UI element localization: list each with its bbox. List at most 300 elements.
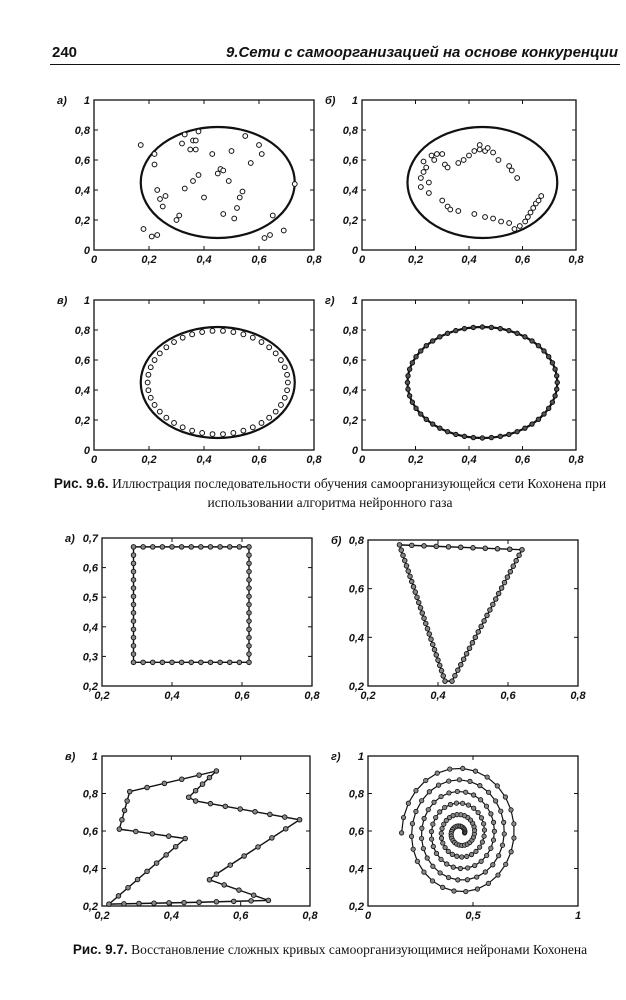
- neuron-point: [134, 829, 139, 834]
- neuron-point: [480, 840, 484, 844]
- x-tick-label: 0,6: [234, 690, 250, 702]
- neuron-point: [483, 870, 487, 874]
- neuron-point: [503, 795, 507, 799]
- chart-fig97a: [52, 532, 322, 710]
- neuron-point: [479, 816, 483, 820]
- neuron-point: [170, 545, 175, 550]
- neuron-point: [227, 545, 232, 550]
- neuron-point: [507, 221, 512, 226]
- y-tick-label: 0,2: [82, 901, 98, 913]
- neuron-point: [183, 836, 188, 841]
- neuron-point: [461, 766, 465, 770]
- neuron-point: [131, 545, 136, 550]
- neuron-point: [409, 543, 414, 548]
- chart-fig96b: [322, 92, 592, 267]
- neuron-point: [268, 812, 273, 817]
- neuron-point: [131, 561, 136, 566]
- neuron-point: [131, 627, 136, 632]
- neuron-point: [182, 132, 187, 137]
- neuron-point: [539, 194, 544, 199]
- neuron-point: [439, 831, 443, 835]
- neuron-point: [530, 422, 534, 426]
- neuron-point: [247, 561, 252, 566]
- neuron-point: [152, 403, 157, 408]
- neuron-point: [456, 878, 460, 882]
- neuron-point: [483, 546, 488, 551]
- neuron-point: [193, 147, 198, 152]
- neuron-point: [249, 899, 254, 904]
- neuron-point: [466, 803, 470, 807]
- neuron-point: [210, 432, 215, 437]
- neuron-point: [422, 816, 426, 820]
- neuron-point: [484, 853, 488, 857]
- neuron-point: [464, 651, 469, 656]
- neuron-point: [489, 435, 493, 439]
- neuron-point: [472, 149, 477, 154]
- neuron-point: [495, 546, 500, 551]
- neuron-point: [520, 547, 525, 552]
- neuron-point: [406, 387, 410, 391]
- neuron-point: [237, 888, 242, 893]
- neuron-point: [160, 660, 165, 665]
- neuron-point: [509, 850, 513, 854]
- neuron-point: [502, 832, 506, 836]
- neuron-point: [202, 195, 207, 200]
- neuron-point: [214, 899, 219, 904]
- neuron-point: [148, 395, 153, 400]
- neuron-point: [421, 159, 426, 164]
- neuron-point: [180, 141, 185, 146]
- neuron-point: [131, 578, 136, 583]
- reference-ellipse: [141, 327, 295, 438]
- neuron-point: [408, 574, 413, 579]
- neuron-point: [200, 431, 205, 436]
- neuron-point: [174, 218, 179, 223]
- x-tick-label: 0,2: [407, 254, 424, 266]
- neuron-point: [530, 339, 534, 343]
- neuron-point: [179, 777, 184, 782]
- neuron-point: [189, 545, 194, 550]
- neuron-point: [436, 658, 441, 663]
- y-tick-label: 0,2: [74, 415, 90, 427]
- neuron-point: [270, 213, 275, 218]
- neuron-point: [207, 775, 212, 780]
- neuron-point: [131, 602, 136, 607]
- neuron-point: [550, 361, 554, 365]
- x-tick-label: 0,4: [196, 454, 212, 466]
- neuron-point: [141, 660, 146, 665]
- y-tick-label: 0,2: [82, 681, 98, 693]
- neuron-point: [160, 204, 165, 209]
- y-tick-label: 0,4: [74, 385, 90, 397]
- neuron-point: [228, 863, 233, 868]
- neuron-point: [231, 330, 236, 335]
- neuron-point: [407, 394, 411, 398]
- x-tick-label: 0,4: [163, 910, 179, 922]
- neuron-point: [454, 801, 458, 805]
- neuron-point: [411, 584, 416, 589]
- neuron-point: [424, 778, 428, 782]
- neuron-point: [215, 171, 220, 176]
- neuron-point: [419, 836, 423, 840]
- neuron-point: [509, 808, 513, 812]
- neuron-point: [523, 426, 527, 430]
- y-tick-label: 0,4: [342, 385, 358, 397]
- neuron-point: [499, 219, 504, 224]
- neuron-point: [401, 553, 406, 558]
- neuron-point: [523, 219, 528, 224]
- figure-9-7-label: Рис. 9.7.: [72, 942, 128, 957]
- neuron-point: [446, 875, 450, 879]
- reference-ellipse: [141, 127, 295, 238]
- neuron-point: [493, 597, 498, 602]
- neuron-point: [226, 179, 231, 184]
- y-tick-label: 0: [351, 245, 358, 257]
- neuron-point: [434, 851, 438, 855]
- neuron-point: [122, 808, 127, 813]
- neuron-point: [507, 547, 512, 552]
- neuron-point: [439, 794, 443, 798]
- neuron-point: [170, 660, 175, 665]
- neuron-point: [180, 335, 185, 340]
- neuron-point: [397, 543, 402, 548]
- y-tick-label: 0,2: [342, 215, 358, 227]
- neuron-point: [464, 889, 468, 893]
- neuron-point: [285, 380, 290, 385]
- x-tick-label: 0: [358, 454, 366, 466]
- neuron-point: [247, 586, 252, 591]
- neuron-point: [429, 837, 433, 841]
- neuron-point: [512, 836, 516, 840]
- neuron-point: [555, 387, 559, 391]
- neuron-point: [437, 810, 441, 814]
- neuron-point: [152, 162, 157, 167]
- x-tick-label: 0,2: [141, 454, 157, 466]
- neuron-point: [247, 652, 252, 657]
- neuron-point: [480, 325, 484, 329]
- neuron-point: [442, 822, 446, 826]
- neuron-point: [266, 898, 271, 903]
- y-tick-label: 0,4: [348, 632, 364, 645]
- neuron-point: [485, 613, 490, 618]
- x-tick-label: 0: [90, 454, 98, 466]
- neuron-point: [491, 602, 496, 607]
- neuron-point: [436, 783, 440, 787]
- y-tick-label: 0,8: [348, 788, 364, 801]
- neuron-point: [489, 325, 493, 329]
- neuron-point: [458, 545, 463, 550]
- neuron-point: [158, 197, 163, 202]
- neuron-point: [482, 834, 486, 838]
- x-tick-label: 0,2: [94, 910, 110, 922]
- x-tick-label: 0: [364, 910, 372, 922]
- neuron-point: [210, 328, 215, 333]
- neuron-point: [491, 863, 495, 867]
- neuron-point: [237, 545, 242, 550]
- neuron-point: [401, 815, 405, 819]
- neuron-point: [493, 799, 497, 803]
- neuron-point: [250, 425, 255, 430]
- page-number: 240: [52, 44, 78, 61]
- x-tick-label: 0,4: [164, 690, 180, 702]
- neuron-point: [214, 769, 219, 774]
- chart-fig96g: [322, 292, 592, 467]
- neuron-point: [553, 394, 557, 398]
- neuron-point: [247, 644, 252, 649]
- neuron-point: [458, 866, 462, 870]
- neuron-point: [515, 176, 520, 181]
- neuron-point: [480, 436, 484, 440]
- neuron-point: [418, 605, 423, 610]
- neuron-point: [163, 194, 168, 199]
- neuron-point: [508, 569, 513, 574]
- neuron-point: [550, 400, 554, 404]
- neuron-point: [173, 844, 178, 849]
- neuron-point: [424, 165, 429, 170]
- neuron-point: [492, 829, 496, 833]
- neuron-point: [478, 783, 482, 787]
- neuron-point: [126, 885, 131, 890]
- neuron-point: [221, 328, 226, 333]
- neuron-point: [131, 635, 136, 640]
- neuron-point: [208, 545, 213, 550]
- y-tick-label: 0,6: [74, 355, 90, 367]
- neuron-point: [437, 663, 442, 668]
- y-tick-label: 0,6: [342, 155, 358, 167]
- panel-label: б): [325, 95, 336, 107]
- neuron-point: [439, 668, 444, 673]
- neuron-point: [117, 827, 122, 832]
- neuron-point: [507, 432, 511, 436]
- y-tick-label: 0,6: [348, 826, 364, 838]
- neuron-point: [542, 349, 546, 353]
- y-tick-label: 1: [357, 751, 364, 763]
- neuron-point: [148, 365, 153, 370]
- neuron-point: [445, 165, 450, 170]
- neuron-point: [420, 611, 425, 616]
- chart-fig96v: [52, 292, 322, 467]
- neuron-point: [268, 233, 273, 238]
- neuron-point: [474, 849, 478, 853]
- neuron-point: [131, 569, 136, 574]
- neuron-point: [515, 429, 519, 433]
- neuron-point: [172, 340, 177, 345]
- x-tick-label: 0,6: [251, 254, 267, 266]
- neuron-point: [259, 340, 264, 345]
- neuron-point: [431, 864, 435, 868]
- neuron-point: [450, 852, 454, 856]
- neuron-point: [273, 351, 278, 356]
- neuron-point: [496, 853, 500, 857]
- neuron-point: [465, 878, 469, 882]
- figure-9-6-text: Иллюстрация последовательности обучения самоорганизующейся сети Кохонена при использовании алгоритма нейронного газа: [112, 476, 607, 510]
- neuron-point: [200, 782, 205, 787]
- neuron-point: [432, 158, 437, 163]
- neuron-point: [419, 412, 423, 416]
- neuron-point: [448, 207, 453, 212]
- neuron-point: [421, 170, 426, 175]
- neuron-point: [472, 212, 477, 217]
- neuron-point: [472, 806, 476, 810]
- neuron-point: [182, 900, 187, 905]
- y-tick-label: 0,4: [342, 185, 358, 197]
- neuron-point: [515, 331, 519, 335]
- neuron-point: [273, 409, 278, 414]
- y-tick-label: 0,4: [348, 863, 364, 876]
- neuron-point: [160, 545, 165, 550]
- neuron-point: [414, 355, 418, 359]
- neuron-point: [555, 380, 559, 384]
- neuron-point: [256, 845, 261, 850]
- neuron-point: [141, 545, 146, 550]
- y-tick-label: 0,3: [82, 651, 98, 664]
- neuron-point: [491, 838, 495, 842]
- neuron-point: [427, 790, 431, 794]
- neuron-point: [157, 351, 162, 356]
- neuron-point: [150, 660, 155, 665]
- neuron-point: [438, 335, 442, 339]
- y-tick-label: 1: [351, 295, 358, 307]
- neuron-point: [479, 624, 484, 629]
- y-tick-label: 0,7: [82, 533, 98, 545]
- neuron-point: [247, 578, 252, 583]
- panel-label: г): [331, 751, 341, 763]
- neuron-point: [221, 168, 226, 173]
- neuron-point: [281, 228, 286, 233]
- neuron-point: [240, 189, 245, 194]
- neuron-point: [460, 801, 464, 805]
- neuron-point: [131, 660, 136, 665]
- neuron-point: [433, 815, 437, 819]
- neuron-point: [231, 899, 236, 904]
- neuron-point: [465, 866, 469, 870]
- neuron-point: [434, 544, 439, 549]
- neuron-point: [454, 328, 458, 332]
- neuron-point: [496, 591, 501, 596]
- neuron-point: [471, 793, 475, 797]
- neuron-point: [150, 545, 155, 550]
- x-tick-label: 0,5: [465, 910, 481, 922]
- neuron-point: [285, 372, 290, 377]
- y-tick-label: 0,2: [74, 215, 90, 227]
- neuron-point: [438, 871, 442, 875]
- target-curve: [134, 547, 250, 662]
- x-tick-label: 0,6: [233, 910, 249, 922]
- y-tick-label: 0,8: [74, 125, 90, 137]
- neuron-point: [164, 345, 169, 350]
- neuron-point: [199, 545, 204, 550]
- neuron-point: [409, 834, 413, 838]
- neuron-point: [432, 647, 437, 652]
- neuron-point: [482, 619, 487, 624]
- neuron-point: [197, 773, 202, 778]
- neuron-point: [438, 426, 442, 430]
- neuron-point: [478, 798, 482, 802]
- neuron-point: [504, 862, 508, 866]
- neuron-point: [145, 785, 150, 790]
- neuron-point: [456, 209, 461, 214]
- neuron-point: [443, 805, 447, 809]
- neuron-point: [431, 339, 435, 343]
- chart-fig97b: [322, 532, 592, 710]
- neuron-point: [471, 435, 475, 439]
- neuron-point: [461, 158, 466, 163]
- neuron-point: [409, 579, 414, 584]
- neuron-point: [152, 152, 157, 157]
- x-tick-label: 0,4: [196, 254, 212, 266]
- neuron-point: [223, 804, 228, 809]
- y-tick-label: 0: [83, 245, 90, 257]
- axes-box: [94, 100, 314, 250]
- neuron-point: [469, 852, 473, 856]
- neuron-point: [426, 191, 431, 196]
- figure-9-6-label: Рис. 9.6.: [53, 476, 109, 491]
- neuron-point: [471, 325, 475, 329]
- neuron-point: [267, 415, 272, 420]
- neuron-point: [446, 849, 450, 853]
- neuron-point: [251, 893, 256, 898]
- neuron-point: [514, 558, 519, 563]
- neuron-point: [435, 771, 439, 775]
- neuron-point: [399, 831, 403, 835]
- neuron-point: [208, 801, 213, 806]
- neuron-point: [458, 662, 463, 667]
- neuron-point: [182, 186, 187, 191]
- panel-label: а): [65, 533, 75, 545]
- neuron-point: [146, 388, 151, 393]
- neuron-point: [445, 862, 449, 866]
- neuron-point: [193, 788, 198, 793]
- neuron-point: [229, 149, 234, 154]
- neuron-point: [481, 822, 485, 826]
- neuron-point: [116, 894, 121, 899]
- neuron-point: [419, 798, 423, 802]
- neuron-point: [536, 343, 540, 347]
- neuron-point: [426, 807, 430, 811]
- neuron-point: [509, 168, 514, 173]
- neuron-point: [259, 152, 264, 157]
- neuron-point: [282, 365, 287, 370]
- neuron-point: [164, 415, 169, 420]
- neuron-point: [414, 788, 418, 792]
- neuron-point: [164, 853, 169, 858]
- neuron-point: [440, 152, 445, 157]
- neuron-point: [456, 161, 461, 166]
- panel-label: г): [325, 295, 335, 307]
- neuron-point: [528, 210, 533, 215]
- neuron-point: [207, 877, 212, 882]
- neuron-point: [137, 901, 142, 906]
- neuron-point: [247, 602, 252, 607]
- y-tick-label: 0,2: [348, 901, 364, 913]
- neuron-point: [231, 431, 236, 436]
- neuron-point: [517, 553, 522, 558]
- neuron-point: [189, 660, 194, 665]
- neuron-point: [507, 164, 512, 169]
- y-tick-label: 0: [351, 445, 358, 457]
- x-tick-label: 0,8: [306, 254, 322, 266]
- target-curve: [400, 545, 523, 681]
- neuron-point: [131, 594, 136, 599]
- neuron-point: [425, 856, 429, 860]
- neuron-point: [447, 779, 451, 783]
- y-tick-label: 0,4: [82, 621, 98, 634]
- neuron-point: [152, 358, 157, 363]
- neuron-point: [418, 176, 423, 181]
- neuron-point: [253, 809, 258, 814]
- neuron-point: [470, 641, 475, 646]
- neuron-point: [279, 403, 284, 408]
